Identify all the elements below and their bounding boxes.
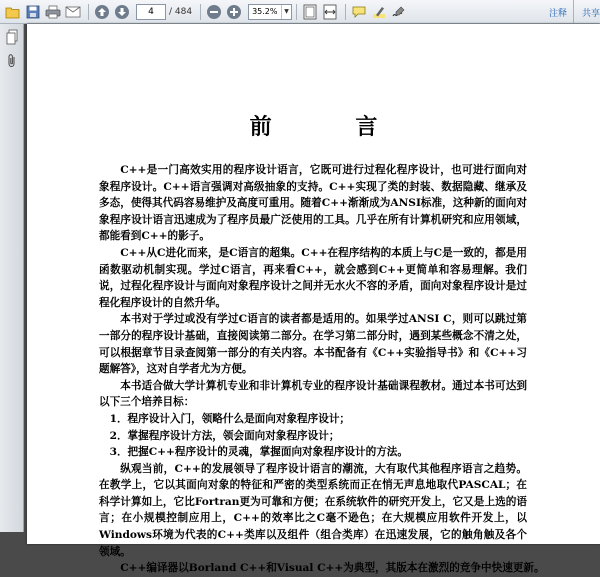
navigation-panel	[0, 24, 24, 532]
toolbar-divider	[296, 4, 297, 20]
attachment-icon[interactable]	[3, 52, 21, 70]
toolbar-right	[541, 0, 600, 24]
highlight-icon[interactable]	[370, 3, 388, 21]
zoom-value: 35.2%	[252, 7, 278, 16]
list-item: 2．掌握程序设计方法，领会面向对象程序设计；	[109, 429, 340, 442]
comment-icon[interactable]	[350, 3, 368, 21]
page-total: / 484	[169, 6, 193, 17]
zoom-in-icon[interactable]	[225, 3, 243, 21]
sign-icon[interactable]	[390, 3, 408, 21]
open-folder-icon[interactable]	[4, 3, 22, 21]
fit-page-icon[interactable]	[301, 3, 319, 21]
paragraph: C++从C进化而来，是C语言的超集。C++在程序结构的本质上与C是一致的，都是用函数驱动机制实现。学过C语言，再来看C++，就会感到C++更简单和容易理解。我们说，过程化程序设计与面向对象程序设计之间并无水火不容的矛盾，面向对象程序设计是过程化程序设计的自然升华。	[99, 246, 527, 309]
toolbar-divider	[200, 4, 201, 20]
toolbar-divider	[573, 0, 574, 24]
print-icon[interactable]	[44, 3, 62, 21]
share-button[interactable]: 共享	[581, 8, 600, 19]
save-icon[interactable]	[24, 3, 42, 21]
zoom-out-icon[interactable]	[205, 3, 223, 21]
next-page-icon[interactable]	[113, 3, 131, 21]
chevron-down-icon[interactable]: ▼	[281, 5, 291, 19]
paragraph: 纵观当前，C++的发展领导了程序设计语言的潮流，大有取代其他程序语言之趋势。在教学上，它以其面向对象的特征和严密的类型系统而正在悄无声息地取代PASCAL；在科学计算如上，它比Fortran更为可靠和方便；在系统软件的研究开发上，它又是上选的语言；在小规模控制应用上，C++的效率比之C毫不逊色；在大规模应用软件开发上，以Windows环境为代表的C++类库以及组件（组合类库）在迅速发展，它的触角触及各个领域。	[99, 462, 527, 558]
email-icon[interactable]	[64, 3, 82, 21]
list-item: 3．把握C++程序设计的灵魂，掌握面向对象程序设计的方法。	[109, 446, 408, 459]
document-viewport[interactable]	[25, 24, 600, 575]
paragraph: C++编译器以Borland C++和Visual C++为典型，其版本在激烈的竞争中快速更新。	[120, 562, 545, 575]
fit-width-icon[interactable]	[321, 3, 339, 21]
document-page	[27, 24, 600, 575]
page-title: 前 言	[249, 114, 416, 140]
document-body	[99, 162, 545, 577]
annotate-button[interactable]: 注释	[548, 8, 567, 19]
toolbar	[0, 0, 600, 24]
previous-page-icon[interactable]	[93, 3, 111, 21]
paragraph: 本书对于学过或没有学过C语言的读者都是适用的。如果学过ANSI C，则可以跳过第一部分的程序设计基础，直接阅读第二部分。在学习第二部分时，遇到某些概念不清之处，可以根据章节目录查阅第一部分的有关内容。本书配备有《C++实验指导书》和《C++习题解答》，这对自学者尤为方便。	[99, 313, 527, 376]
toolbar-divider	[88, 4, 89, 20]
toolbar-divider	[345, 4, 346, 20]
list-item: 1．程序设计入门，领略什么是面向对象程序设计；	[109, 412, 351, 425]
paragraph: 本书适合做大学计算机专业和非计算机专业的程序设计基础课程教材。通过本书可达到以下三个培养目标：	[99, 379, 527, 409]
paragraph: C++是一门高效实用的程序设计语言，它既可进行过程化程序设计，也可进行面向对象程序设计。C++语言强调对高级抽象的支持。C++实现了类的封装、数据隐藏、继承及多态，使得其代码容易维护及高度可重用。随着C++渐渐成为ANSI标准，这种新的面向对象程序设计语言迅速成为了程序员最广泛使用的工具。几乎在所有计算机研究和应用领域，都能看到C++的影子。	[99, 164, 527, 243]
page-number-input[interactable]: 4	[136, 4, 166, 20]
zoom-select[interactable]	[248, 4, 292, 20]
pages-panel-icon[interactable]	[3, 28, 21, 46]
